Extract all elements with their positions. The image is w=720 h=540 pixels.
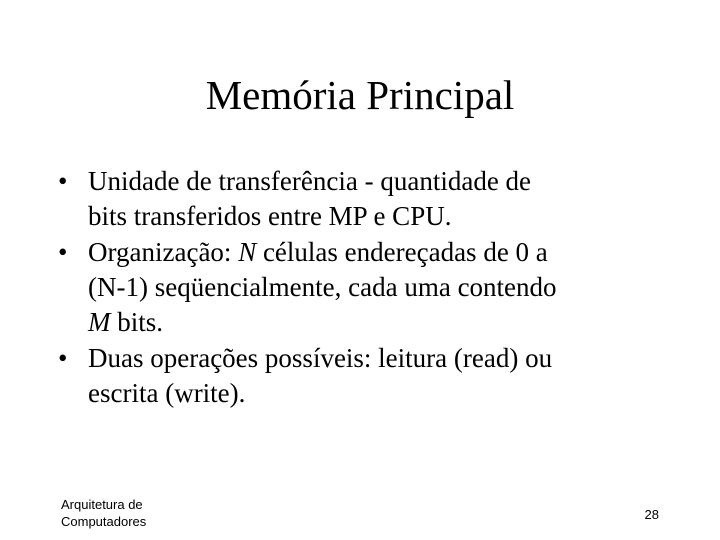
slide-title: Memória Principal <box>205 72 515 118</box>
bullet-text: Duas operações possíveis: leitura (read) ou <box>88 343 553 373</box>
footer-course-line-2: Computadores <box>61 514 147 529</box>
bullet-text: Organização: <box>88 237 239 267</box>
bullet-text: células endereçadas de 0 a <box>256 237 548 267</box>
bullet-line <box>88 199 678 234</box>
bullet-line <box>88 164 678 199</box>
bullet-text: Unidade de transferência - quantidade de <box>88 166 532 196</box>
bullet-dot-icon: • <box>58 166 68 196</box>
bullet-item <box>58 341 678 411</box>
bullet-item <box>58 235 678 340</box>
bullet-line <box>88 376 678 411</box>
bullet-list <box>58 164 678 412</box>
italic-variable: M <box>88 307 111 337</box>
bullet-text: bits. <box>110 307 164 337</box>
page-number: 28 <box>644 507 659 522</box>
bullet-line <box>88 235 678 270</box>
footer-course-name <box>61 496 146 530</box>
bullet-text: bits transferidos entre MP e CPU. <box>88 201 452 231</box>
bullet-line <box>88 270 678 305</box>
bullet-item <box>58 164 678 234</box>
italic-variable: N <box>238 237 257 267</box>
bullet-text: escrita (write). <box>88 378 246 408</box>
bullet-dot-icon: • <box>58 237 68 267</box>
bullet-line <box>88 305 678 340</box>
bullet-text: (N-1) seqüencialmente, cada uma contendo <box>88 272 557 302</box>
bullet-dot-icon: • <box>58 343 68 373</box>
bullet-line <box>88 341 678 376</box>
footer-course-line-1: Arquitetura de <box>61 497 143 512</box>
